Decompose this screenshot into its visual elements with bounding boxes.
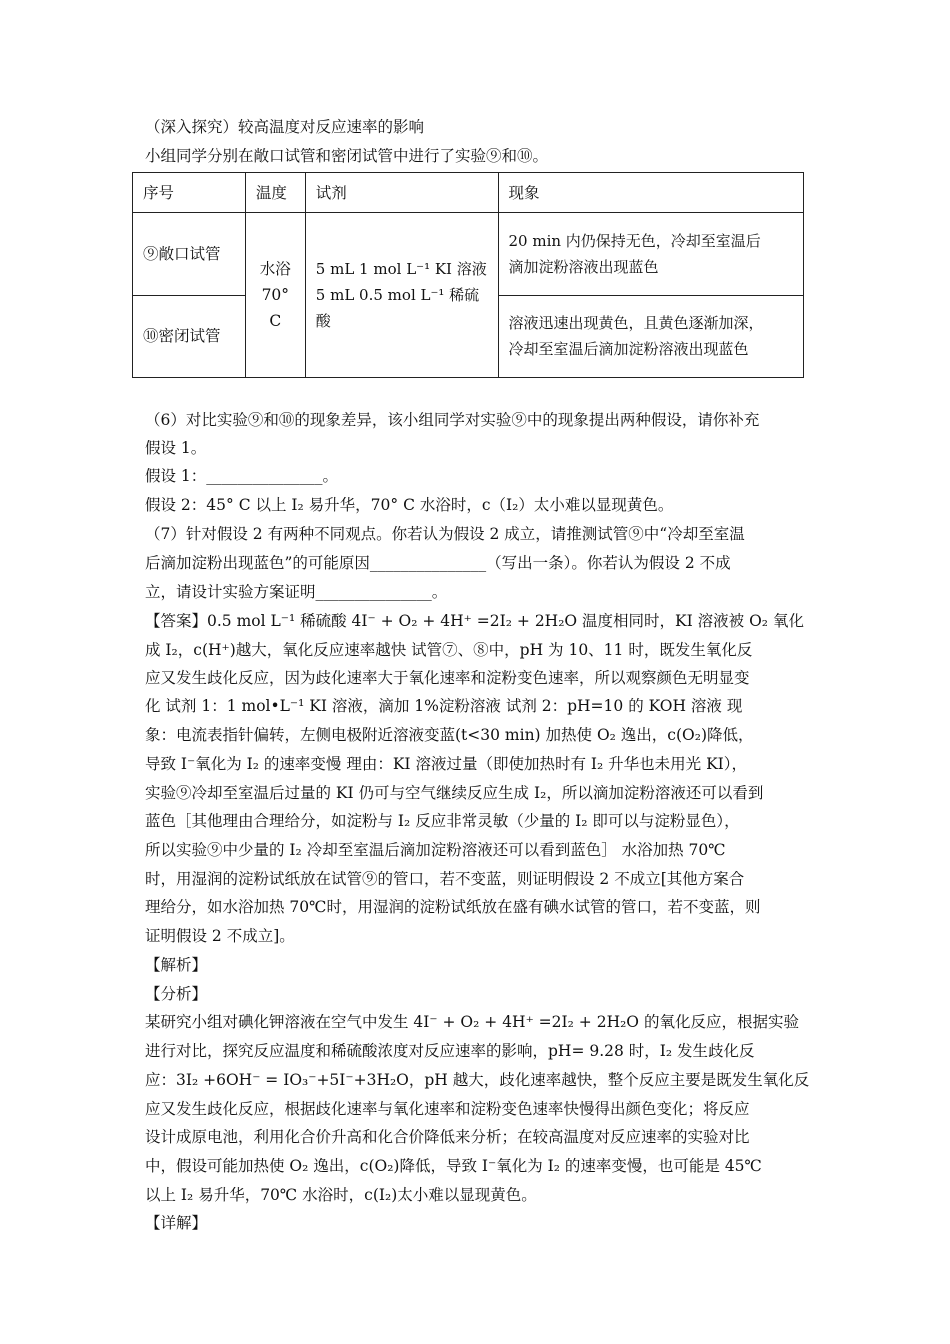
analysis-line: 进行对比，探究反应温度和稀硫酸浓度对反应速率的影响，pH= 9.28 时，I₂ 发生歧化反: [145, 1042, 755, 1060]
answer-line: 导致 I⁻氧化为 I₂ 的速率变慢 理由：KI 溶液过量（即使加热时有 I₂ 升华也未用光 KI），: [145, 755, 748, 773]
section-heading: （深入探究）较高温度对反应速率的影响: [145, 118, 425, 136]
answer-line: 成 I₂，c(H⁺)越大，氧化反应速率越快 试管⑦、⑧中，pH 为 10、11 时，既发生氧化反: [145, 641, 753, 659]
phenomenon-line-1: 溶液迅速出现黄色，且黄色逐渐加深，: [508, 314, 764, 333]
analysis-line: 以上 I₂ 易升华，70℃ 水浴时，c(I₂)太小难以显现黄色。: [145, 1186, 537, 1204]
phenomenon-line-2: 冷却至室温后滴加淀粉溶液出现蓝色: [508, 340, 749, 359]
temperature-line-2: 70° C: [261, 286, 290, 331]
table-header-row: [133, 173, 804, 213]
intro-text: 小组同学分别在敞口试管和密闭试管中进行了实验⑨和⑩。: [145, 147, 549, 165]
question-7-line-1: （7）针对假设 2 有两种不同观点。你若认为假设 2 成立，请推测试管⑨中“冷却至室温: [145, 525, 745, 543]
answer-line: 所以实验⑨中少量的 I₂ 冷却至室温后滴加淀粉溶液还可以看到蓝色］ 水浴加热 70℃: [145, 841, 726, 859]
question-6-line-1: （6）对比实验⑨和⑩的现象差异，该小组同学对实验⑨中的现象提出两种假设，请你补充: [145, 411, 760, 429]
header-reagent: 试剂: [305, 173, 498, 213]
table-row: [133, 213, 804, 295]
analysis-line: 某研究小组对碘化钾溶液在空气中发生 4I⁻ + O₂ + 4H⁺ =2I₂ + 2H₂O 的氧化反应，根据实验: [145, 1013, 799, 1031]
phenomenon-line-2: 滴加淀粉溶液出现蓝色: [508, 257, 659, 276]
phenomenon-line-1: 20 min 内仍保持无色，冷却至室温后: [508, 231, 761, 250]
answer-line: 时，用湿润的淀粉试纸放在试管⑨的管口，若不变蓝，则证明假设 2 不成立[其他方案合: [145, 870, 745, 888]
row-id: ⑨敞口试管: [133, 213, 246, 295]
question-6-line-2: 假设 1。: [145, 439, 207, 457]
header-number: 序号: [133, 173, 246, 213]
analysis-line: 应：3I₂ +6OH⁻ = IO₃⁻+5I⁻+3H₂O，pH 越大，歧化速率越快，整个反应主要是既发生氧化反: [145, 1071, 810, 1089]
hypothesis-2: 假设 2：45° C 以上 I₂ 易升华，70° C 水浴时，c（I₂）太小难以显现黄色。: [145, 496, 674, 514]
row-id: ⑩密闭试管: [133, 295, 246, 377]
breakdown-label: 【分析】: [145, 985, 208, 1003]
header-phenomenon: 现象: [498, 173, 804, 213]
details-label: 【详解】: [145, 1214, 208, 1232]
reagent-line-1: 5 mL 1 mol L⁻¹ KI 溶液: [315, 260, 487, 279]
question-7-line-2: 后滴加淀粉出现蓝色”的可能原因_______________（写出一条）。你若认为假设 2 不成: [145, 554, 731, 572]
analysis-line: 设计成原电池，利用化合价升高和化合价降低来分析；在较高温度对反应速率的实验对比: [145, 1128, 750, 1146]
answer-line: 实验⑨冷却至室温后过量的 KI 仍可与空气继续反应生成 I₂，所以滴加淀粉溶液还可以看到: [145, 784, 764, 802]
answer-line: 理给分，如水浴加热 70℃时，用湿润的淀粉试纸放在盛有碘水试管的管口，若不变蓝，则: [145, 898, 761, 916]
temperature-cell: [245, 213, 305, 378]
answer-line: 应又发生歧化反应，因为歧化速率大于氧化速率和淀粉变色速率，所以观察颜色无明显变: [145, 669, 750, 687]
answer-line: 证明假设 2 不成立]。: [145, 927, 295, 945]
reagent-line-3: 酸: [315, 312, 331, 331]
phenomenon-cell: [498, 295, 804, 377]
hypothesis-1: 假设 1：_______________。: [145, 467, 339, 485]
analysis-label: 【解析】: [145, 956, 208, 974]
answer-line: 【答案】0.5 mol L⁻¹ 稀硫酸 4I⁻ + O₂ + 4H⁺ =2I₂ + 2H₂O 温度相同时，KI 溶液被 O₂ 氧化: [145, 612, 804, 630]
question-7-line-3: 立，请设计实验方案证明_______________。: [145, 583, 448, 601]
phenomenon-cell: [498, 213, 804, 295]
reagent-cell: [305, 213, 498, 378]
analysis-line: 中，假设可能加热使 O₂ 逸出，c(O₂)降低，导致 I⁻氧化为 I₂ 的速率变慢，也可能是 45℃: [145, 1157, 762, 1175]
header-temperature: 温度: [245, 173, 305, 213]
answer-line: 化 试剂 1：1 mol•L⁻¹ KI 溶液，滴加 1%淀粉溶液 试剂 2：pH=10 的 KOH 溶液 现: [145, 697, 743, 715]
reagent-line-2: 5 mL 0.5 mol L⁻¹ 稀硫: [315, 286, 480, 305]
experiment-table: [132, 172, 804, 378]
answer-line: 蓝色［其他理由合理给分，如淀粉与 I₂ 反应非常灵敏（少量的 I₂ 即可以与淀粉显色），: [145, 812, 740, 830]
analysis-line: 应又发生歧化反应，根据歧化速率与氧化速率和淀粉变色速率快慢得出颜色变化；将反应: [145, 1100, 750, 1118]
answer-line: 象：电流表指针偏转，左侧电极附近溶液变蓝(t<30 min) 加热使 O₂ 逸出，c(O₂)降低，: [145, 726, 754, 744]
temperature-line-1: 水浴: [259, 260, 291, 279]
